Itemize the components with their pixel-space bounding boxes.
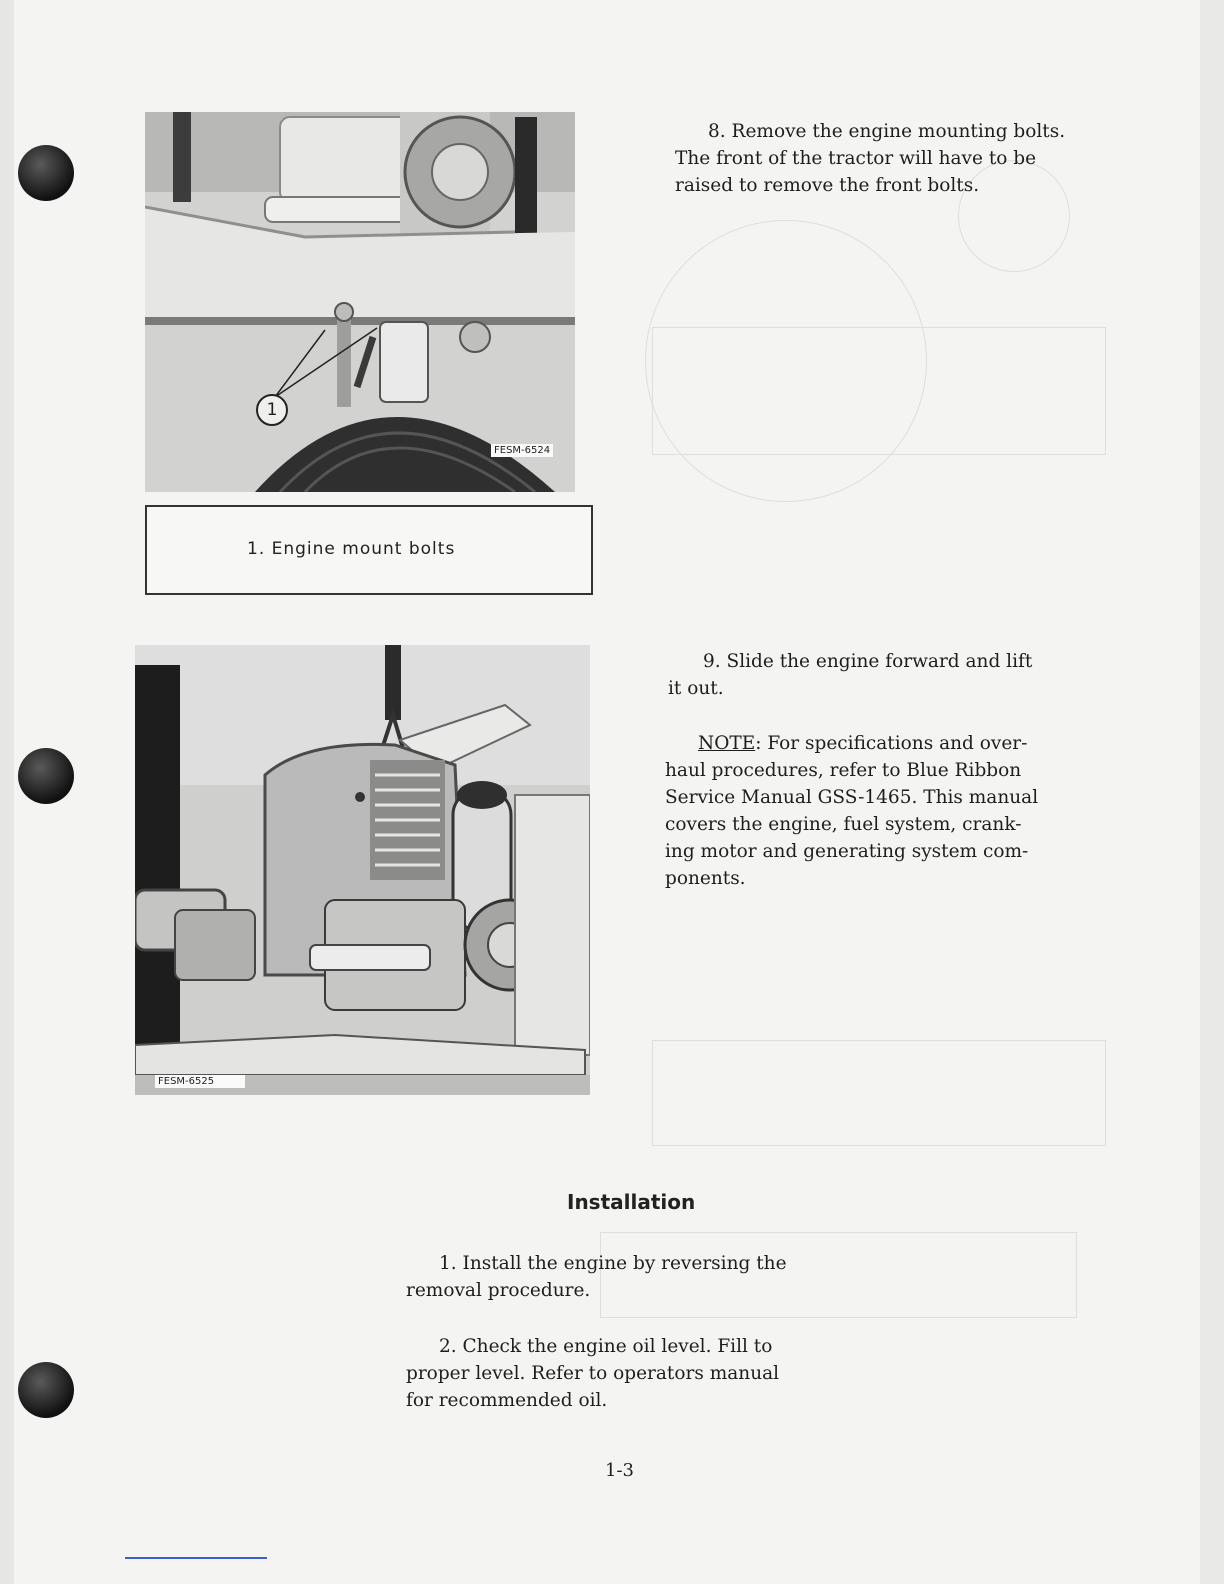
engine-removal-photo [135, 645, 590, 1095]
engine-removal-illustration [135, 645, 590, 1095]
installation-step-1-line-2: removal procedure. [406, 1280, 591, 1301]
page-edge-left [0, 0, 14, 1584]
punch-hole-middle [18, 748, 74, 804]
note-paragraph [665, 730, 1038, 892]
step-8-line-1: 8. Remove the engine mounting bolts. [708, 121, 1066, 142]
note-line-3: Service Manual GSS-1465. This manual [665, 787, 1039, 808]
note-line-2: haul procedures, refer to Blue Ribbon [665, 760, 1022, 781]
note-line-6: ponents. [665, 868, 746, 889]
note-line-5: ing motor and generating system com- [665, 841, 1029, 862]
note-line-1-text: : For specifications and over- [755, 733, 1028, 754]
installation-heading: Installation [567, 1190, 696, 1214]
installation-step-2-line-3: for recommended oil. [406, 1390, 608, 1411]
bleed-through-box-2 [652, 1040, 1106, 1146]
callout-number: 1 [266, 400, 278, 420]
installation-step-2 [406, 1333, 779, 1414]
photo-label-fesm-6524: FESM-6524 [491, 444, 553, 457]
step-8-paragraph [675, 118, 1065, 199]
photo-label-fesm-6525: FESM-6525 [155, 1075, 245, 1088]
step-8-line-2: The front of the tractor will have to be [675, 148, 1037, 169]
note-line-1 [698, 730, 1038, 757]
punch-hole-bottom [18, 1362, 74, 1418]
engine-mount-photo [145, 112, 575, 492]
step-9-paragraph [668, 648, 1032, 702]
callout-circle [256, 394, 288, 426]
figure-caption: 1. Engine mount bolts [247, 539, 456, 559]
step-9-line-1: 9. Slide the engine forward and lift [703, 651, 1033, 672]
bleed-through-box-1 [652, 327, 1106, 455]
installation-step-1-line-1: 1. Install the engine by reversing the [439, 1253, 787, 1274]
page-edge-right [1200, 0, 1224, 1584]
note-label: NOTE [698, 733, 756, 754]
installation-step-2-line-2: proper level. Refer to operators manual [406, 1363, 780, 1384]
installation-step-2-line-1: 2. Check the engine oil level. Fill to [439, 1336, 773, 1357]
bottom-rule [125, 1557, 267, 1559]
installation-step-1 [406, 1250, 787, 1304]
step-8-line-3: raised to remove the front bolts. [675, 175, 980, 196]
figure-caption-box [145, 505, 593, 595]
page-number: 1-3 [605, 1460, 634, 1481]
note-line-4: covers the engine, fuel system, crank- [665, 814, 1022, 835]
step-9-line-2: it out. [668, 678, 724, 699]
punch-hole-top [18, 145, 74, 201]
engine-mount-illustration [145, 112, 575, 492]
